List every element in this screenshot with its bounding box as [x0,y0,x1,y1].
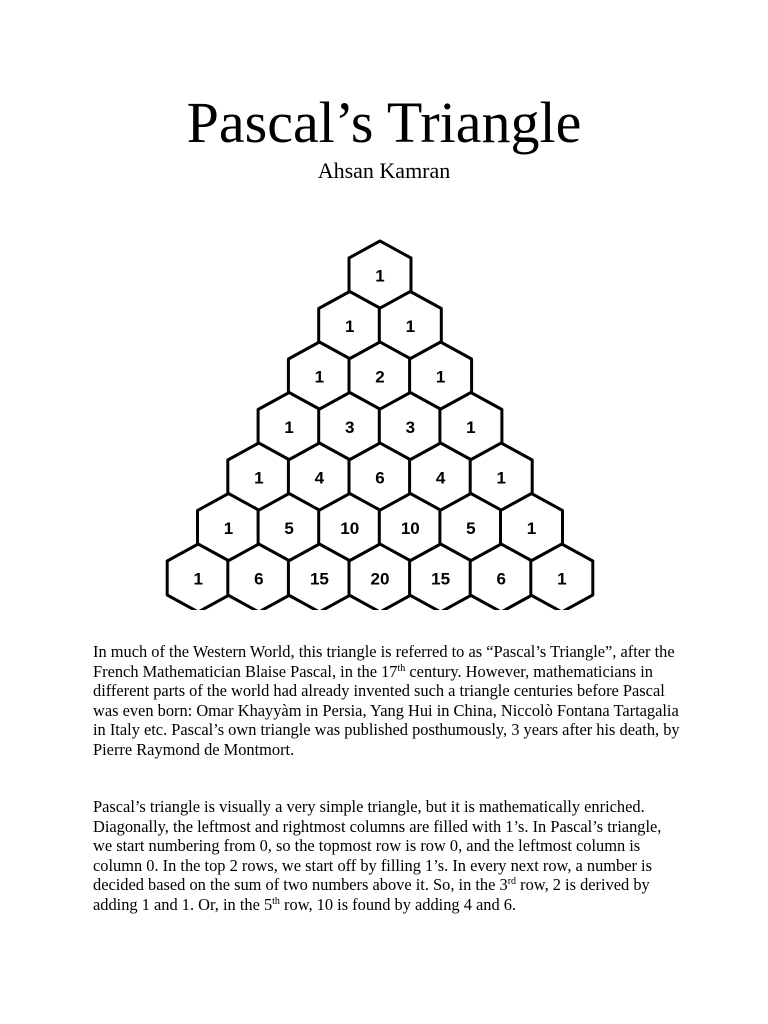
cell-value: 1 [284,418,294,437]
cell-value: 1 [254,468,264,488]
paragraph-history [93,642,683,760]
cell-value: 4 [314,468,325,488]
cell-value: 20 [370,569,390,589]
document-title: Pascal’s Triangle [186,90,582,155]
pascal-triangle-figure [0,238,768,610]
cell-value: 6 [375,468,385,488]
cell-value: 2 [375,367,385,387]
superscript-ordinal: th [397,662,406,674]
paragraph-text: row, 2 is derived by adding 1 and 1. Or, in the 5 [93,875,650,914]
document-author: Ahsan Kamran [317,158,451,183]
cell-value: 1 [223,519,234,538]
cell-value: 6 [254,569,264,589]
cell-value: 1 [344,317,355,336]
superscript-ordinal: rd [507,876,517,888]
cell-value: 1 [526,519,537,538]
cell-value: 5 [466,519,476,538]
paragraph-text: row, 10 is found by adding 4 and 6. [279,894,517,914]
cell-value: 1 [435,367,446,387]
cell-value: 1 [466,418,476,437]
paragraph-text: In much of the Western World, this triangle is referred to as “Pascal’s Triangle”, after the French Mathematician Blaise Pascal, in the 17 [93,642,675,681]
cell-value: 10 [400,519,420,538]
superscript-ordinal: th [272,895,280,907]
cell-value: 3 [344,418,355,437]
cell-value: 1 [314,367,325,387]
cell-value: 1 [557,569,567,589]
paragraph-structure [93,797,683,915]
cell-value: 15 [431,569,451,589]
cell-value: 3 [405,418,416,437]
cell-value: 1 [496,468,506,488]
paragraph-text: Pascal’s triangle is visually a very simple triangle, but it is mathematically enriched. Diagonally, the leftmost and rightmost columns are filled with 1’s. In Pascal’s triangle, we start numbering from 0, so the topmost row is row 0, and the leftmost column is column 0. In the top 2 rows, we start off by filling 1’s. In every next row, a number is decided based on the sum of two numbers above it. So, in the 3 [93,797,662,895]
cell-value: 10 [340,519,360,538]
cell-value: 15 [309,569,329,589]
cell-value: 6 [496,569,506,589]
cell-value: 1 [375,266,385,286]
cell-value: 1 [193,569,203,589]
paragraph-text: century. However, mathematicians in different parts of the world had already invented such a triangle centuries before Pascal was even born: Omar Khayyàm in Persia, Yang Hui in China, Niccolò Fontana Tartagalia in Italy etc. Pascal’s own triangle was published posthumously, 3 years after his death, by Pierre Raymond de Montmort. [93,661,680,759]
cell-value: 1 [405,317,416,336]
cell-value: 5 [284,519,294,538]
pascal-triangle-graphic [0,238,768,610]
cell-value: 4 [435,468,446,488]
